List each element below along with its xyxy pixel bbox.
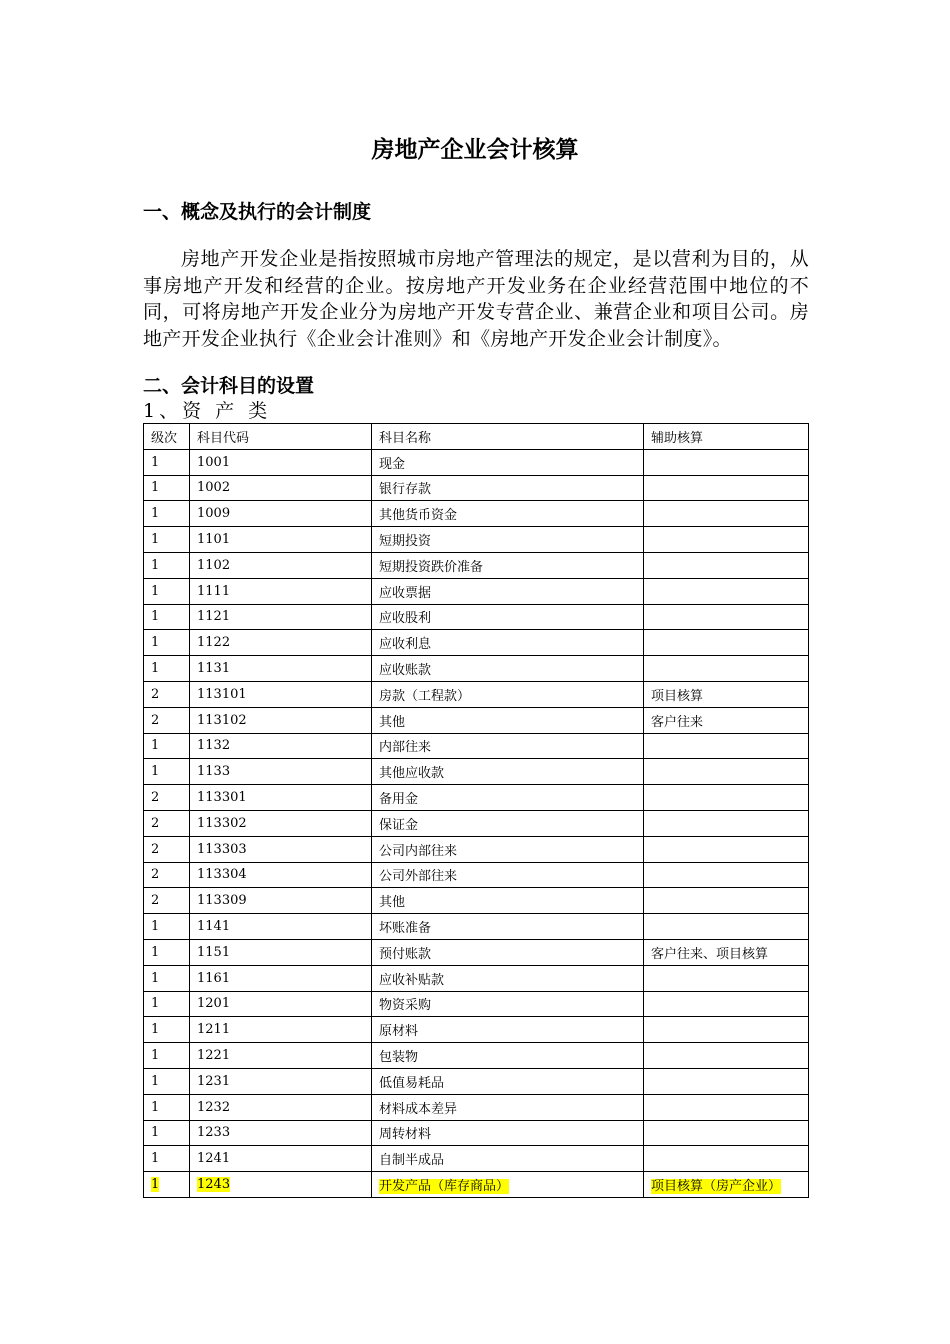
cell-name bbox=[372, 785, 644, 811]
cell-name-text: 开发产品（库存商品） bbox=[379, 1179, 510, 1194]
cell-name bbox=[372, 501, 644, 527]
cell-code-text: 113303 bbox=[197, 841, 247, 857]
cell-name bbox=[372, 1146, 644, 1172]
cell-code-text: 113309 bbox=[197, 893, 247, 909]
cell-level-text: 1 bbox=[151, 944, 160, 960]
cell-level bbox=[144, 733, 190, 759]
table-row bbox=[144, 991, 809, 1017]
cell-level bbox=[144, 810, 190, 836]
section-2-heading: 二、会计科目的设置 bbox=[143, 375, 315, 397]
cell-aux bbox=[644, 914, 809, 940]
table-row bbox=[144, 1094, 809, 1120]
cell-aux bbox=[644, 991, 809, 1017]
header-name: 科目名称 bbox=[372, 424, 644, 450]
cell-code-text: 1132 bbox=[197, 738, 231, 754]
cell-code bbox=[190, 1068, 372, 1094]
cell-name-text: 包装物 bbox=[379, 1050, 419, 1066]
cell-name-text: 低值易耗品 bbox=[379, 1075, 445, 1091]
cell-aux-text: 项目核算 bbox=[651, 688, 704, 704]
table-row bbox=[144, 1017, 809, 1043]
cell-code bbox=[190, 733, 372, 759]
cell-name-text: 坏账准备 bbox=[379, 921, 432, 937]
cell-code bbox=[190, 1094, 372, 1120]
table-row bbox=[144, 656, 809, 682]
cell-level bbox=[144, 552, 190, 578]
cell-aux bbox=[644, 578, 809, 604]
cell-level-text: 2 bbox=[151, 686, 160, 702]
cell-name-text: 预付账款 bbox=[379, 946, 432, 962]
cell-level-text: 1 bbox=[151, 1048, 160, 1064]
table-row bbox=[144, 707, 809, 733]
cell-level bbox=[144, 604, 190, 630]
cell-name bbox=[372, 733, 644, 759]
cell-level-text: 1 bbox=[151, 996, 160, 1012]
cell-code-text: 1241 bbox=[197, 1151, 231, 1167]
cell-level-text: 1 bbox=[151, 1151, 160, 1167]
cell-code bbox=[190, 1017, 372, 1043]
table-row bbox=[144, 449, 809, 475]
cell-code-text: 1102 bbox=[197, 557, 231, 573]
cell-aux bbox=[644, 759, 809, 785]
table-row bbox=[144, 1146, 809, 1172]
cell-code bbox=[190, 1043, 372, 1069]
cell-aux bbox=[644, 449, 809, 475]
cell-name bbox=[372, 1043, 644, 1069]
cell-code-text: 1233 bbox=[197, 1125, 231, 1141]
cell-code-text: 1009 bbox=[197, 506, 231, 522]
cell-level-text: 1 bbox=[151, 454, 160, 470]
table-row bbox=[144, 681, 809, 707]
cell-level bbox=[144, 1172, 190, 1198]
cell-name bbox=[372, 888, 644, 914]
cell-name bbox=[372, 939, 644, 965]
cell-code-text: 1243 bbox=[197, 1177, 231, 1192]
cell-level bbox=[144, 1146, 190, 1172]
document-title: 房地产企业会计核算 bbox=[371, 137, 579, 163]
cell-name-text: 应收补贴款 bbox=[379, 972, 445, 988]
cell-level bbox=[144, 759, 190, 785]
table-row bbox=[144, 1068, 809, 1094]
cell-level-text: 2 bbox=[151, 815, 160, 831]
table-row bbox=[144, 836, 809, 862]
cell-aux bbox=[644, 656, 809, 682]
cell-level bbox=[144, 578, 190, 604]
cell-code-text: 113301 bbox=[197, 790, 247, 806]
cell-aux bbox=[644, 810, 809, 836]
cell-level-text: 2 bbox=[151, 790, 160, 806]
table-row bbox=[144, 914, 809, 940]
cell-name bbox=[372, 604, 644, 630]
cell-level-text: 1 bbox=[151, 506, 160, 522]
table-row bbox=[144, 862, 809, 888]
cell-aux bbox=[644, 1094, 809, 1120]
cell-aux bbox=[644, 681, 809, 707]
cell-name-text: 内部往来 bbox=[379, 740, 432, 756]
cell-level bbox=[144, 965, 190, 991]
cell-code bbox=[190, 630, 372, 656]
cell-level bbox=[144, 449, 190, 475]
cell-code bbox=[190, 1172, 372, 1198]
table-row bbox=[144, 733, 809, 759]
cell-level-text: 1 bbox=[151, 635, 160, 651]
cell-level bbox=[144, 475, 190, 501]
cell-name bbox=[372, 991, 644, 1017]
cell-code bbox=[190, 1146, 372, 1172]
cell-code bbox=[190, 501, 372, 527]
cell-level bbox=[144, 1017, 190, 1043]
cell-code bbox=[190, 1120, 372, 1146]
cell-level bbox=[144, 707, 190, 733]
cell-code-text: 1141 bbox=[197, 919, 231, 935]
cell-level-text: 1 bbox=[151, 1099, 160, 1115]
cell-aux-text: 客户往来、项目核算 bbox=[651, 946, 769, 962]
cell-level-text: 2 bbox=[151, 712, 160, 728]
cell-aux bbox=[644, 1043, 809, 1069]
cell-name-text: 应收股利 bbox=[379, 611, 432, 627]
cell-code-text: 113302 bbox=[197, 815, 247, 831]
cell-name bbox=[372, 1094, 644, 1120]
cell-name bbox=[372, 810, 644, 836]
cell-code-text: 1231 bbox=[197, 1073, 231, 1089]
cell-name-text: 周转材料 bbox=[379, 1127, 432, 1143]
cell-name-text: 应收利息 bbox=[379, 637, 432, 653]
cell-aux bbox=[644, 527, 809, 553]
cell-aux bbox=[644, 785, 809, 811]
cell-level-text: 2 bbox=[151, 893, 160, 909]
cell-level bbox=[144, 836, 190, 862]
cell-name-text: 材料成本差异 bbox=[379, 1101, 458, 1117]
cell-aux bbox=[644, 707, 809, 733]
cell-code-text: 1201 bbox=[197, 996, 231, 1012]
cell-name-text: 物资采购 bbox=[379, 998, 432, 1014]
cell-name-text: 其他货币资金 bbox=[379, 508, 458, 524]
header-aux: 辅助核算 bbox=[644, 424, 809, 450]
cell-code bbox=[190, 991, 372, 1017]
cell-code-text: 1101 bbox=[197, 532, 231, 548]
cell-level bbox=[144, 1120, 190, 1146]
table-row bbox=[144, 501, 809, 527]
table-row bbox=[144, 785, 809, 811]
cell-level bbox=[144, 1068, 190, 1094]
table-row bbox=[144, 578, 809, 604]
cell-level-text: 1 bbox=[151, 1022, 160, 1038]
cell-level bbox=[144, 1043, 190, 1069]
cell-level-text: 1 bbox=[151, 764, 160, 780]
cell-level bbox=[144, 862, 190, 888]
cell-code bbox=[190, 836, 372, 862]
cell-name bbox=[372, 1172, 644, 1198]
cell-level bbox=[144, 1094, 190, 1120]
cell-level-text: 2 bbox=[151, 841, 160, 857]
cell-code-text: 1232 bbox=[197, 1099, 231, 1115]
cell-name bbox=[372, 552, 644, 578]
table-row bbox=[144, 475, 809, 501]
table-header-row bbox=[144, 424, 809, 450]
section-1-heading: 一、概念及执行的会计制度 bbox=[143, 201, 372, 223]
cell-level bbox=[144, 630, 190, 656]
cell-code-text: 113101 bbox=[197, 686, 247, 702]
cell-code bbox=[190, 578, 372, 604]
section-1-paragraph: 房地产开发企业是指按照城市房地产管理法的规定，是以营利为目的，从事房地产开发和经营的企业。按房地产开发业务在企业经营范围中地位的不同，可将房地产开发企业分为房地产开发专营企业、兼营企业和项目公司。房地产开发企业执行《企业会计准则》和《房地产开发企业会计制度》。 bbox=[143, 248, 809, 350]
cell-level-text: 1 bbox=[151, 919, 160, 935]
cell-name-text: 短期投资跌价准备 bbox=[379, 559, 484, 575]
cell-aux bbox=[644, 552, 809, 578]
cell-code bbox=[190, 862, 372, 888]
cell-aux bbox=[644, 630, 809, 656]
table-row bbox=[144, 1120, 809, 1146]
cell-code bbox=[190, 785, 372, 811]
cell-level bbox=[144, 501, 190, 527]
cell-level bbox=[144, 527, 190, 553]
cell-name-text: 银行存款 bbox=[379, 482, 432, 498]
table-row bbox=[144, 965, 809, 991]
table-row bbox=[144, 888, 809, 914]
table-row bbox=[144, 1043, 809, 1069]
cell-aux bbox=[644, 836, 809, 862]
cell-code-text: 1001 bbox=[197, 454, 231, 470]
cell-code-text: 1121 bbox=[197, 609, 231, 625]
cell-name bbox=[372, 656, 644, 682]
cell-level bbox=[144, 656, 190, 682]
cell-code bbox=[190, 707, 372, 733]
cell-code-text: 1151 bbox=[197, 944, 231, 960]
cell-name bbox=[372, 965, 644, 991]
cell-name bbox=[372, 630, 644, 656]
cell-name bbox=[372, 707, 644, 733]
cell-code bbox=[190, 527, 372, 553]
cell-name bbox=[372, 1017, 644, 1043]
cell-level-text: 1 bbox=[151, 661, 160, 677]
table-row bbox=[144, 604, 809, 630]
table-row bbox=[144, 939, 809, 965]
cell-name-text: 应收账款 bbox=[379, 663, 432, 679]
cell-level-text: 2 bbox=[151, 867, 160, 883]
cell-aux-text: 项目核算（房产企业） bbox=[651, 1179, 782, 1194]
cell-code bbox=[190, 681, 372, 707]
table-body bbox=[144, 449, 809, 1197]
cell-aux bbox=[644, 1120, 809, 1146]
cell-name-text: 原材料 bbox=[379, 1024, 419, 1040]
cell-name bbox=[372, 914, 644, 940]
cell-code-text: 1131 bbox=[197, 661, 231, 677]
table-row bbox=[144, 759, 809, 785]
cell-name-text: 其他 bbox=[379, 895, 406, 911]
cell-name bbox=[372, 449, 644, 475]
cell-name-text: 房款（工程款） bbox=[379, 688, 471, 704]
cell-code bbox=[190, 449, 372, 475]
cell-code bbox=[190, 810, 372, 836]
cell-name bbox=[372, 862, 644, 888]
accounts-table bbox=[143, 423, 809, 1198]
cell-level bbox=[144, 888, 190, 914]
cell-code-text: 1211 bbox=[197, 1022, 231, 1038]
cell-name bbox=[372, 681, 644, 707]
cell-level-text: 1 bbox=[151, 609, 160, 625]
cell-level bbox=[144, 991, 190, 1017]
cell-code-text: 1002 bbox=[197, 480, 231, 496]
cell-name-text: 短期投资 bbox=[379, 534, 432, 550]
cell-name-text: 其他 bbox=[379, 714, 406, 730]
cell-code bbox=[190, 939, 372, 965]
header-code: 科目代码 bbox=[190, 424, 372, 450]
cell-name-text: 保证金 bbox=[379, 817, 419, 833]
table-row bbox=[144, 552, 809, 578]
cell-aux-text: 客户往来 bbox=[651, 714, 704, 730]
cell-level-text: 1 bbox=[151, 738, 160, 754]
cell-aux bbox=[644, 733, 809, 759]
cell-name bbox=[372, 759, 644, 785]
cell-name-text: 应收票据 bbox=[379, 585, 432, 601]
cell-name bbox=[372, 578, 644, 604]
cell-name-text: 公司外部往来 bbox=[379, 869, 458, 885]
cell-level-text: 1 bbox=[151, 970, 160, 986]
cell-aux bbox=[644, 604, 809, 630]
table-row bbox=[144, 1172, 809, 1198]
header-level: 级次 bbox=[144, 424, 190, 450]
cell-aux bbox=[644, 1017, 809, 1043]
cell-name-text: 现金 bbox=[379, 456, 406, 472]
cell-code-text: 1122 bbox=[197, 635, 231, 651]
table-row bbox=[144, 527, 809, 553]
cell-code-text: 1221 bbox=[197, 1048, 231, 1064]
cell-level-text: 1 bbox=[151, 557, 160, 573]
cell-level-text: 1 bbox=[151, 583, 160, 599]
cell-name-text: 备用金 bbox=[379, 792, 419, 808]
cell-code bbox=[190, 759, 372, 785]
cell-aux bbox=[644, 1068, 809, 1094]
cell-level bbox=[144, 681, 190, 707]
cell-aux bbox=[644, 475, 809, 501]
cell-code-text: 1161 bbox=[197, 970, 231, 986]
cell-level bbox=[144, 939, 190, 965]
cell-name bbox=[372, 1068, 644, 1094]
cell-name-text: 其他应收款 bbox=[379, 766, 445, 782]
cell-aux bbox=[644, 501, 809, 527]
cell-name-text: 公司内部往来 bbox=[379, 843, 458, 859]
cell-code bbox=[190, 965, 372, 991]
cell-name bbox=[372, 527, 644, 553]
table-row bbox=[144, 810, 809, 836]
cell-level-text: 1 bbox=[151, 1177, 160, 1192]
cell-code bbox=[190, 914, 372, 940]
cell-aux bbox=[644, 1172, 809, 1198]
cell-aux bbox=[644, 888, 809, 914]
cell-code bbox=[190, 475, 372, 501]
cell-aux bbox=[644, 862, 809, 888]
cell-aux bbox=[644, 965, 809, 991]
cell-level bbox=[144, 785, 190, 811]
table-row bbox=[144, 630, 809, 656]
cell-level-text: 1 bbox=[151, 1073, 160, 1089]
cell-level-text: 1 bbox=[151, 532, 160, 548]
cell-code bbox=[190, 604, 372, 630]
cell-code-text: 1133 bbox=[197, 764, 231, 780]
cell-level bbox=[144, 914, 190, 940]
cell-level-text: 1 bbox=[151, 1125, 160, 1141]
cell-code-text: 113102 bbox=[197, 712, 247, 728]
cell-name bbox=[372, 836, 644, 862]
cell-code-text: 113304 bbox=[197, 867, 247, 883]
cell-name bbox=[372, 475, 644, 501]
cell-code bbox=[190, 656, 372, 682]
cell-aux bbox=[644, 1146, 809, 1172]
cell-code bbox=[190, 552, 372, 578]
assets-subheading: 1、资 产 类 bbox=[143, 400, 272, 422]
cell-code-text: 1111 bbox=[197, 583, 231, 599]
cell-level-text: 1 bbox=[151, 480, 160, 496]
cell-code bbox=[190, 888, 372, 914]
cell-aux bbox=[644, 939, 809, 965]
cell-name-text: 自制半成品 bbox=[379, 1153, 445, 1169]
cell-name bbox=[372, 1120, 644, 1146]
